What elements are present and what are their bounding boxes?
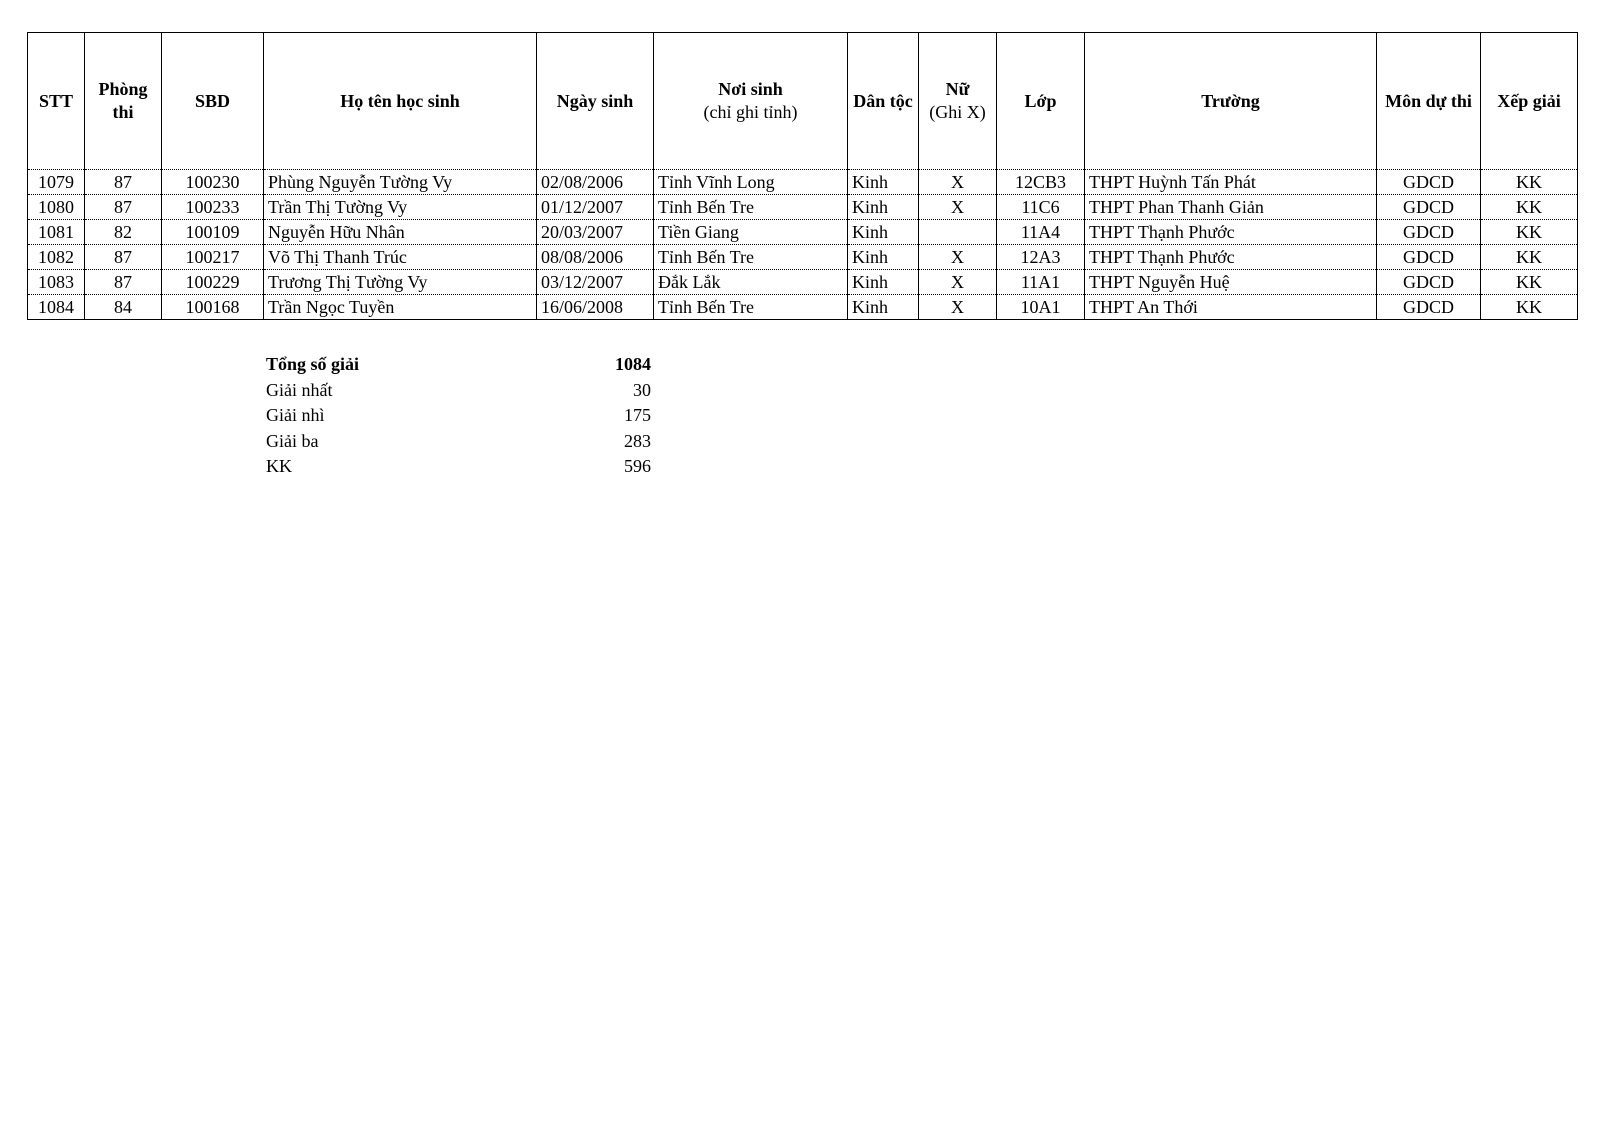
cell-noi-sinh: Tỉnh Bến Tre [654, 195, 848, 220]
cell-nu: X [919, 270, 997, 295]
summary-value: 283 [624, 430, 651, 451]
header-dan-toc: Dân tộc [848, 33, 919, 170]
cell-nu [919, 220, 997, 245]
cell-ho-ten: Trần Ngọc Tuyền [264, 295, 537, 320]
cell-xep-giai: KK [1481, 270, 1578, 295]
cell-dan-toc: Kinh [848, 195, 919, 220]
cell-mon-du-thi: GDCD [1377, 270, 1481, 295]
cell-stt: 1080 [28, 195, 85, 220]
cell-mon-du-thi: GDCD [1377, 170, 1481, 195]
cell-phong-thi: 87 [85, 270, 162, 295]
header-phong-thi-line1: Phòng [98, 79, 148, 99]
cell-noi-sinh: Tỉnh Bến Tre [654, 295, 848, 320]
cell-lop: 11A1 [997, 270, 1085, 295]
cell-truong: THPT Thạnh Phước [1085, 245, 1377, 270]
cell-mon-du-thi: GDCD [1377, 220, 1481, 245]
summary-row-consolation [266, 454, 651, 480]
cell-ngay-sinh: 01/12/2007 [537, 195, 654, 220]
header-ho-ten: Họ tên học sinh [264, 33, 537, 170]
summary-row-third-prize [266, 429, 651, 455]
summary-row-first-prize [266, 378, 651, 404]
award-summary [266, 352, 651, 480]
cell-phong-thi: 82 [85, 220, 162, 245]
summary-label: Giải nhì [266, 405, 325, 425]
cell-xep-giai: KK [1481, 295, 1578, 320]
summary-label: Giải ba [266, 430, 319, 451]
header-ngay-sinh: Ngày sinh [537, 33, 654, 170]
summary-row-total [266, 352, 651, 378]
table-row [28, 220, 1578, 245]
cell-stt: 1084 [28, 295, 85, 320]
cell-lop: 11A4 [997, 220, 1085, 245]
cell-sbd: 100217 [162, 245, 264, 270]
cell-sbd: 100233 [162, 195, 264, 220]
table-row [28, 295, 1578, 320]
summary-row-second-prize [266, 403, 651, 429]
cell-sbd: 100109 [162, 220, 264, 245]
cell-dan-toc: Kinh [848, 220, 919, 245]
header-lop: Lớp [997, 33, 1085, 170]
table-row [28, 270, 1578, 295]
summary-value: 30 [633, 379, 651, 400]
cell-dan-toc: Kinh [848, 245, 919, 270]
header-noi-sinh-title: Nơi sinh [718, 79, 783, 99]
cell-truong: THPT Thạnh Phước [1085, 220, 1377, 245]
cell-noi-sinh: Tiền Giang [654, 220, 848, 245]
header-xep-giai: Xếp giải [1481, 33, 1578, 170]
cell-ngay-sinh: 08/08/2006 [537, 245, 654, 270]
header-nu-sub: (Ghi X) [929, 102, 986, 122]
summary-value: 1084 [615, 354, 651, 374]
cell-dan-toc: Kinh [848, 270, 919, 295]
header-phong-thi [85, 33, 162, 170]
summary-label: Tổng số giải [266, 354, 360, 374]
cell-ngay-sinh: 16/06/2008 [537, 295, 654, 320]
cell-lop: 12CB3 [997, 170, 1085, 195]
cell-truong: THPT Phan Thanh Giản [1085, 195, 1377, 220]
header-sbd: SBD [162, 33, 264, 170]
cell-xep-giai: KK [1481, 245, 1578, 270]
cell-lop: 12A3 [997, 245, 1085, 270]
cell-stt: 1083 [28, 270, 85, 295]
cell-nu: X [919, 295, 997, 320]
cell-truong: THPT Nguyễn Huệ [1085, 270, 1377, 295]
cell-phong-thi: 87 [85, 245, 162, 270]
cell-ho-ten: Phùng Nguyễn Tường Vy [264, 170, 537, 195]
table-row [28, 195, 1578, 220]
cell-truong: THPT An Thới [1085, 295, 1377, 320]
cell-noi-sinh: Tỉnh Bến Tre [654, 245, 848, 270]
header-phong-thi-line2: thi [112, 102, 134, 122]
cell-stt: 1079 [28, 170, 85, 195]
cell-stt: 1081 [28, 220, 85, 245]
table-row [28, 245, 1578, 270]
results-table [27, 32, 1578, 320]
summary-value: 175 [624, 405, 651, 425]
header-noi-sinh [654, 33, 848, 170]
cell-dan-toc: Kinh [848, 170, 919, 195]
header-nu-title: Nữ [945, 79, 970, 99]
cell-mon-du-thi: GDCD [1377, 195, 1481, 220]
summary-label: Giải nhất [266, 379, 333, 400]
cell-ho-ten: Trần Thị Tường Vy [264, 195, 537, 220]
header-noi-sinh-sub: (chỉ ghi tỉnh) [703, 102, 798, 122]
cell-noi-sinh: Đắk Lắk [654, 270, 848, 295]
cell-nu: X [919, 170, 997, 195]
header-nu [919, 33, 997, 170]
table-header-row [28, 33, 1578, 170]
cell-mon-du-thi: GDCD [1377, 295, 1481, 320]
header-mon-du-thi: Môn dự thi [1377, 33, 1481, 170]
header-stt: STT [28, 33, 85, 170]
cell-ho-ten: Nguyễn Hữu Nhân [264, 220, 537, 245]
cell-phong-thi: 87 [85, 170, 162, 195]
cell-ngay-sinh: 03/12/2007 [537, 270, 654, 295]
cell-lop: 11C6 [997, 195, 1085, 220]
cell-ho-ten: Trương Thị Tường Vy [264, 270, 537, 295]
cell-xep-giai: KK [1481, 220, 1578, 245]
summary-label: KK [266, 456, 292, 476]
cell-ngay-sinh: 02/08/2006 [537, 170, 654, 195]
cell-mon-du-thi: GDCD [1377, 245, 1481, 270]
cell-xep-giai: KK [1481, 170, 1578, 195]
cell-noi-sinh: Tỉnh Vĩnh Long [654, 170, 848, 195]
cell-nu: X [919, 245, 997, 270]
cell-xep-giai: KK [1481, 195, 1578, 220]
cell-stt: 1082 [28, 245, 85, 270]
cell-nu: X [919, 195, 997, 220]
cell-ngay-sinh: 20/03/2007 [537, 220, 654, 245]
cell-ho-ten: Võ Thị Thanh Trúc [264, 245, 537, 270]
cell-sbd: 100230 [162, 170, 264, 195]
header-truong: Trường [1085, 33, 1377, 170]
cell-lop: 10A1 [997, 295, 1085, 320]
cell-phong-thi: 87 [85, 195, 162, 220]
cell-truong: THPT Huỳnh Tấn Phát [1085, 170, 1377, 195]
table-row [28, 170, 1578, 195]
summary-value: 596 [624, 456, 651, 476]
cell-phong-thi: 84 [85, 295, 162, 320]
cell-dan-toc: Kinh [848, 295, 919, 320]
cell-sbd: 100168 [162, 295, 264, 320]
cell-sbd: 100229 [162, 270, 264, 295]
